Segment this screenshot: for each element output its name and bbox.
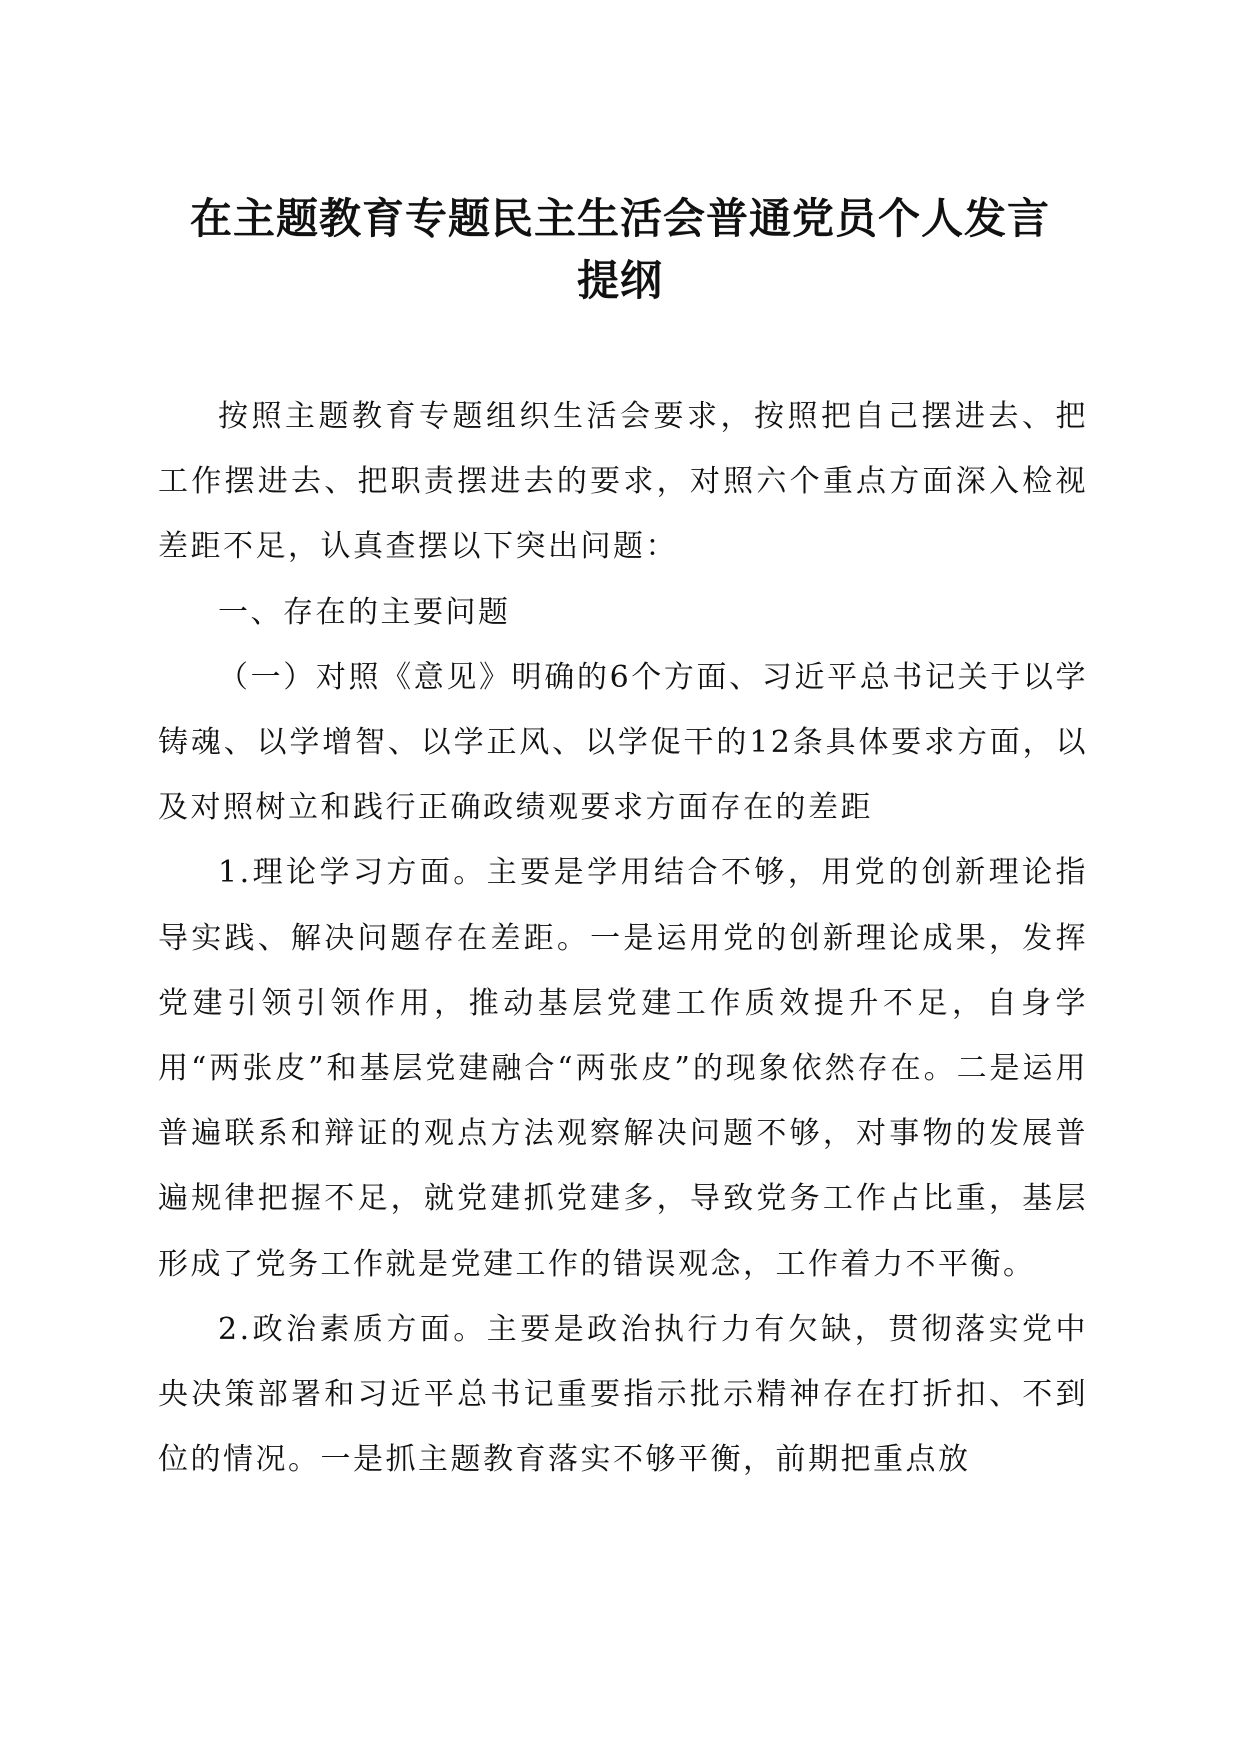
subsection-heading: （一）对照《意见》明确的6个方面、习近平总书记关于以学铸魂、以学增智、以学正风、以学促干的12条具体要求方面，以及对照树立和践行正确政绩观要求方面存在的差距 (158, 659, 1088, 826)
section-heading: 一、存在的主要问题 (218, 594, 511, 630)
title-line-2: 提纲 (576, 256, 663, 305)
item-paragraph-1: 1.理论学习方面。主要是学用结合不够，用党的创新理论指导实践、解决问题存在差距。一是运用党的创新理论成果，发挥党建引领引领作用，推动基层党建工作质效提升不足，自身学用“两张皮”和基层党建融合“两张皮”的现象依然存在。二是运用普遍联系和辩证的观点方法观察解决问题不够，对事物的发展普遍规律把握不足，就党建抓党建多，导致党务工作占比重，基层形成了党务工作就是党建工作的错误观念，工作着力不平衡。 (158, 855, 1088, 1282)
item-paragraph-2: 2.政治素质方面。主要是政治执行力有欠缺，贯彻落实党中央决策部署和习近平总书记重要指示批示精神存在打折扣、不到位的情况。一是抓主题教育落实不够平衡，前期把重点放 (158, 1311, 1088, 1478)
document-title (150, 188, 1090, 312)
document-body (158, 384, 1088, 1492)
title-line-1: 在主题教育专题民主生活会普通党员个人发言 (189, 194, 1050, 243)
intro-paragraph: 按照主题教育专题组织生活会要求，按照把自己摆进去、把工作摆进去、把职责摆进去的要求，对照六个重点方面深入检视差距不足，认真查摆以下突出问题： (158, 399, 1088, 565)
